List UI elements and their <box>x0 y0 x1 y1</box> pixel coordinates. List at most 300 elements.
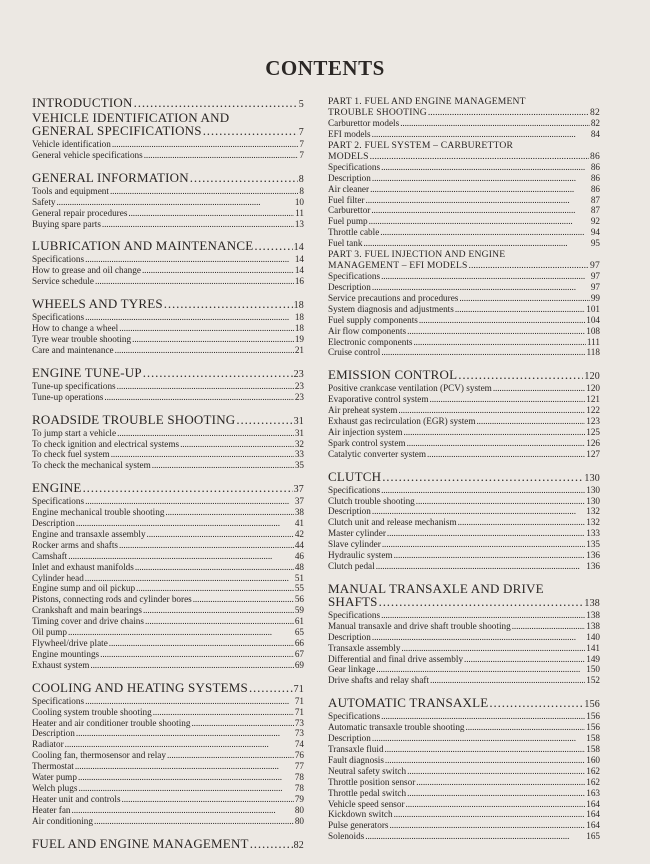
toc-entry-page-number: 71 <box>294 706 304 717</box>
toc-entry <box>32 529 304 540</box>
toc-entry <box>32 616 304 627</box>
toc-entry-page-number: 111 <box>586 336 600 347</box>
toc-entry-label: Buying spare parts <box>32 218 101 229</box>
dot-leader <box>90 660 293 671</box>
toc-entry-page-number: 97 <box>590 281 600 292</box>
dot-leader <box>416 496 585 507</box>
dot-leader <box>76 518 294 529</box>
toc-entry-label: Slave cylinder <box>328 539 381 550</box>
toc-entry <box>328 405 600 416</box>
dot-leader <box>363 238 589 249</box>
toc-entry <box>328 799 600 810</box>
toc-entry-page-number: 46 <box>294 550 304 561</box>
section-heading-page-number: 7 <box>298 127 304 138</box>
dot-leader <box>165 507 293 518</box>
toc-entry <box>328 621 600 632</box>
dot-leader <box>385 744 586 755</box>
toc-entry-label: Fuel tank <box>328 238 363 249</box>
toc-entry <box>328 383 600 394</box>
section-heading-page-number: 23 <box>293 368 304 380</box>
toc-entry <box>328 809 600 820</box>
dot-leader <box>180 439 294 450</box>
dot-leader <box>419 315 585 326</box>
toc-entry-page-number: 74 <box>294 739 304 750</box>
section-heading-page-number: 8 <box>298 173 304 185</box>
dot-leader <box>56 197 293 208</box>
toc-entry <box>328 394 600 405</box>
section-heading-page-number: 82 <box>293 839 304 851</box>
dot-leader <box>85 496 294 507</box>
toc-entry-label: To jump start a vehicle <box>32 427 117 438</box>
toc-entry <box>32 345 304 356</box>
toc-entry-page-number: 162 <box>586 765 600 776</box>
toc-entry-label: Air conditioning <box>32 815 93 826</box>
toc-entry-page-number: 33 <box>294 449 304 460</box>
toc-entry <box>328 506 600 517</box>
toc-entry-label: How to change a wheel <box>32 323 119 334</box>
dot-leader <box>379 595 584 608</box>
dot-leader <box>95 276 294 287</box>
toc-entry <box>328 766 600 777</box>
section-heading-page-number: 97 <box>590 260 600 272</box>
dot-leader <box>136 583 294 594</box>
toc-entry-page-number: 38 <box>294 507 304 518</box>
toc-entry-page-number: 158 <box>586 733 600 744</box>
dot-leader <box>430 394 586 405</box>
dot-leader <box>466 722 586 733</box>
toc-entry-label: Description <box>32 518 75 529</box>
toc-entry-page-number: 77 <box>294 761 304 772</box>
toc-entry-page-number: 55 <box>294 583 304 594</box>
dot-leader <box>190 171 298 184</box>
dot-leader <box>152 460 294 471</box>
toc-entry-label: General vehicle specifications <box>32 149 143 160</box>
section-heading-page-number: 120 <box>584 371 600 383</box>
toc-part <box>328 249 600 358</box>
toc-entry-label: Specifications <box>328 484 381 495</box>
toc-entry-page-number: 73 <box>294 728 304 739</box>
dot-leader <box>254 239 292 252</box>
toc-entry-page-number: 156 <box>586 722 600 733</box>
toc-entry-label: Engine and transaxle assembly <box>32 528 146 539</box>
toc-entry <box>328 449 600 460</box>
toc-entry-page-number: 149 <box>586 653 600 664</box>
section-heading <box>32 366 304 381</box>
dot-leader <box>100 649 294 660</box>
toc-entry-page-number: 108 <box>586 325 600 336</box>
dot-leader <box>407 788 585 799</box>
toc-entry-label: Specifications <box>328 271 381 282</box>
toc-entry-page-number: 162 <box>586 776 600 787</box>
toc-entry <box>328 755 600 766</box>
toc-entry <box>32 323 304 334</box>
toc-entry <box>328 820 600 831</box>
dot-leader <box>381 347 585 358</box>
toc-entry-label: Manual transaxle and drive shaft trouble shooting <box>328 620 511 631</box>
toc-entry-label: Positive crankcase ventilation (PCV) system <box>328 383 492 394</box>
section-heading-page-number: 156 <box>584 699 600 711</box>
toc-section <box>32 481 304 671</box>
dot-leader <box>459 293 589 304</box>
toc-entry <box>328 485 600 496</box>
dot-leader <box>394 550 586 561</box>
dot-leader <box>68 627 294 638</box>
toc-entry-label: Gear linkage <box>328 664 376 675</box>
toc-entry <box>328 610 600 621</box>
dot-leader <box>371 205 589 216</box>
dot-leader <box>134 96 298 109</box>
toc-entry-page-number: 32 <box>294 438 304 449</box>
toc-entry-label: Engine mechanical trouble shooting <box>32 507 165 518</box>
toc-entry <box>328 496 600 507</box>
dot-leader <box>385 755 585 766</box>
toc-entry <box>328 654 600 665</box>
toc-entry-page-number: 16 <box>294 276 304 287</box>
section-heading-line: PART 2. FUEL SYSTEM – CARBURETTOR <box>328 139 514 151</box>
dot-leader <box>102 219 294 230</box>
dot-leader <box>400 118 590 129</box>
toc-entry-page-number: 65 <box>294 627 304 638</box>
dot-leader <box>85 573 294 584</box>
toc-entry-label: Transaxle assembly <box>328 642 401 653</box>
toc-entry <box>32 334 304 345</box>
toc-entry-page-number: 18 <box>294 323 304 334</box>
toc-entry <box>328 227 600 238</box>
dot-leader <box>372 506 585 517</box>
toc-section <box>32 837 304 852</box>
toc-part <box>328 140 600 249</box>
toc-entry-page-number: 21 <box>294 344 304 355</box>
toc-entry-label: Tune-up specifications <box>32 380 116 391</box>
toc-entry-page-number: 86 <box>590 161 600 172</box>
toc-entry-label: Catalytic converter system <box>328 448 426 459</box>
section-heading-page-number: 37 <box>293 484 304 496</box>
toc-entry-page-number: 133 <box>586 528 600 539</box>
toc-entry-label: Hydraulic system <box>328 550 393 561</box>
dot-leader <box>389 820 585 831</box>
section-heading-line: VEHICLE IDENTIFICATION AND <box>32 110 230 125</box>
toc-entry-label: Fuel pump <box>328 216 368 227</box>
toc-entry <box>32 439 304 450</box>
dot-leader <box>85 254 294 265</box>
dot-leader <box>382 470 583 483</box>
section-heading-page-number: 31 <box>293 415 304 427</box>
toc-entry <box>32 707 304 718</box>
toc-entry-page-number: 10 <box>294 196 304 207</box>
toc-entry <box>32 660 304 671</box>
toc-entry-label: Service schedule <box>32 276 94 287</box>
toc-section <box>328 696 600 842</box>
toc-entry-label: Care and maintenance <box>32 344 114 355</box>
dot-leader <box>203 124 298 137</box>
dot-leader <box>191 718 293 729</box>
toc-entry-label: System diagnosis and adjustments <box>328 303 454 314</box>
section-heading-label: WHEELS AND TYRES <box>32 296 163 312</box>
section-heading-page-number: 138 <box>584 597 600 609</box>
dot-leader <box>147 529 294 540</box>
section-heading <box>328 151 600 162</box>
toc-section <box>32 681 304 827</box>
toc-entry-page-number: 138 <box>586 620 600 631</box>
toc-entry <box>32 805 304 816</box>
toc-entry-label: Fuel supply components <box>328 314 418 325</box>
toc-entry <box>32 638 304 649</box>
dot-leader <box>381 162 590 173</box>
toc-entry <box>328 788 600 799</box>
toc-entry-page-number: 126 <box>586 437 600 448</box>
dot-leader <box>164 297 293 310</box>
toc-entry <box>328 173 600 184</box>
section-heading <box>32 124 304 139</box>
toc-entry-label: Pulse generators <box>328 820 389 831</box>
toc-entry <box>32 518 304 529</box>
toc-entry-label: Tools and equipment <box>32 185 109 196</box>
toc-entry-page-number: 23 <box>294 380 304 391</box>
toc-entry-label: Solenoids <box>328 831 365 842</box>
toc-entry <box>32 583 304 594</box>
toc-entry <box>328 347 600 358</box>
toc-entry-label: Throttle cable <box>328 227 380 238</box>
toc-entry-page-number: 163 <box>586 787 600 798</box>
dot-leader <box>78 783 293 794</box>
toc-entry-page-number: 35 <box>294 460 304 471</box>
toc-entry-page-number: 164 <box>586 809 600 820</box>
section-heading-line: MANUAL TRANSAXLE AND DRIVE <box>328 580 544 596</box>
toc-entry-label: Specifications <box>32 254 85 265</box>
toc-entry-page-number: 95 <box>590 238 600 249</box>
section-heading-label: GENERAL SPECIFICATIONS <box>32 123 202 138</box>
dot-leader <box>376 561 586 572</box>
toc-entry-page-number: 130 <box>586 484 600 495</box>
dot-leader <box>193 594 294 605</box>
toc-entry-label: Cooling system trouble shooting <box>32 706 152 717</box>
dot-leader <box>381 271 590 282</box>
dot-leader <box>464 654 585 665</box>
toc-entry <box>32 573 304 584</box>
toc-entry <box>32 750 304 761</box>
toc-entry-page-number: 80 <box>294 815 304 826</box>
section-heading-label: CLUTCH <box>328 468 382 484</box>
toc-entry <box>328 238 600 249</box>
dot-leader <box>428 107 589 118</box>
toc-entry <box>32 594 304 605</box>
toc-entry <box>328 337 600 348</box>
dot-leader <box>109 638 294 649</box>
section-heading-label: FUEL AND ENGINE MANAGEMENT <box>32 835 249 851</box>
toc-entry-page-number: 18 <box>294 312 304 323</box>
toc-entry-page-number: 136 <box>586 561 600 571</box>
toc-entry-page-number: 86 <box>590 172 600 183</box>
toc-entry <box>32 540 304 551</box>
toc-entry <box>328 118 600 129</box>
toc-entry-label: Drive shafts and relay shaft <box>328 675 430 686</box>
toc-entry <box>32 139 304 150</box>
toc-entry <box>328 205 600 216</box>
toc-entry-label: Description <box>328 281 371 292</box>
dot-leader <box>135 562 294 573</box>
dot-leader <box>372 173 590 184</box>
toc-entry <box>328 304 600 315</box>
section-heading-label: ENGINE TUNE-UP <box>32 364 142 380</box>
toc-entry <box>32 276 304 287</box>
toc-entry-label: Heater fan <box>32 804 71 815</box>
section-heading <box>328 107 600 118</box>
dot-leader <box>117 381 294 392</box>
dot-leader <box>430 675 585 686</box>
section-heading <box>328 470 600 485</box>
toc-entry <box>32 496 304 507</box>
dot-leader <box>401 643 585 654</box>
toc-entry-page-number: 135 <box>586 539 600 550</box>
toc-entry <box>328 293 600 304</box>
dot-leader <box>132 334 294 345</box>
toc-entry <box>328 777 600 788</box>
toc-entry-label: Cooling fan, thermosensor and relay <box>32 750 166 761</box>
toc-entry-label: Pistons, connecting rods and cylinder bores <box>32 594 192 605</box>
dot-leader <box>365 831 585 842</box>
toc-entry-page-number: 152 <box>586 675 600 686</box>
toc-entry-page-number: 79 <box>294 793 304 804</box>
dot-leader <box>144 150 299 161</box>
dot-leader <box>381 485 585 496</box>
section-heading-label: GENERAL INFORMATION <box>32 169 189 185</box>
toc-entry-label: Automatic transaxle trouble shooting <box>328 722 465 733</box>
toc-section <box>32 111 304 161</box>
toc-entry-page-number: 99 <box>590 292 600 303</box>
dot-leader <box>72 805 294 816</box>
dot-leader <box>406 799 586 810</box>
dot-leader <box>394 809 586 820</box>
toc-entry <box>32 696 304 707</box>
dot-leader <box>78 772 294 783</box>
toc-entry-page-number: 8 <box>299 185 304 196</box>
toc-entry <box>32 562 304 573</box>
section-heading-line: PART 1. FUEL AND ENGINE MANAGEMENT <box>328 96 526 107</box>
toc-entry-page-number: 48 <box>294 561 304 572</box>
dot-leader <box>372 129 590 140</box>
toc-entry-label: Rocker arms and shafts <box>32 539 118 550</box>
toc-entry-page-number: 121 <box>586 394 600 405</box>
dot-leader <box>493 383 585 394</box>
dot-leader <box>143 605 294 616</box>
toc-entry-page-number: 164 <box>586 820 600 831</box>
toc-entry-page-number: 120 <box>586 383 600 394</box>
toc-entry-page-number: 69 <box>294 659 304 670</box>
section-heading-label: ENGINE <box>32 480 82 496</box>
toc-entry-label: Clutch trouble shooting <box>328 495 415 506</box>
section-heading <box>32 481 304 496</box>
toc-entry <box>32 728 304 739</box>
toc-entry-page-number: 59 <box>294 605 304 616</box>
section-heading-label: SHAFTS <box>328 593 378 609</box>
toc-entry-page-number: 136 <box>586 550 600 561</box>
dot-leader <box>382 539 585 550</box>
toc-entry-page-number: 123 <box>586 416 600 427</box>
toc-entry-page-number: 122 <box>586 405 600 416</box>
dot-leader <box>250 837 293 850</box>
dot-leader <box>85 696 294 707</box>
toc-entry <box>328 129 600 140</box>
section-heading-label: INTRODUCTION <box>32 95 133 110</box>
toc-entry <box>32 428 304 439</box>
dot-leader <box>94 816 294 827</box>
toc-entry-label: Flywheel/drive plate <box>32 638 108 648</box>
section-heading <box>328 260 600 271</box>
section-heading <box>32 413 304 428</box>
dot-leader <box>65 739 294 750</box>
section-heading <box>32 681 304 696</box>
toc-entry-page-number: 42 <box>294 528 304 539</box>
toc-entry <box>328 643 600 654</box>
toc-entry-page-number: 138 <box>586 609 600 620</box>
toc-entry <box>32 816 304 827</box>
toc-entry-label: Specifications <box>328 711 381 722</box>
toc-entry <box>32 186 304 197</box>
dot-leader <box>372 733 585 744</box>
toc-entry <box>328 184 600 195</box>
toc-entry-label: Description <box>32 728 75 739</box>
toc-entry <box>32 449 304 460</box>
toc-entry-page-number: 66 <box>294 638 304 648</box>
dot-leader <box>370 184 590 195</box>
toc-entry-label: Description <box>328 506 371 517</box>
toc-section <box>32 96 304 111</box>
toc-entry <box>32 627 304 638</box>
toc-entry-page-number: 61 <box>294 616 304 627</box>
dot-leader <box>153 707 294 718</box>
dot-leader <box>458 517 586 528</box>
toc-entry-label: Specifications <box>32 695 85 706</box>
dot-leader <box>387 528 585 539</box>
toc-entry-label: Tyre wear trouble shooting <box>32 333 132 344</box>
section-heading-label: COOLING AND HEATING SYSTEMS <box>32 679 248 695</box>
dot-leader <box>512 621 586 632</box>
toc-entry-page-number: 118 <box>586 347 600 358</box>
toc-entry-page-number: 71 <box>294 695 304 706</box>
dot-leader <box>122 794 294 805</box>
toc-entry-page-number: 78 <box>294 782 304 793</box>
toc-entry <box>328 416 600 427</box>
toc-entry-page-number: 158 <box>586 743 600 754</box>
dot-leader <box>458 368 583 381</box>
dot-leader <box>427 449 585 460</box>
toc-entry <box>32 150 304 161</box>
toc-section <box>328 470 600 572</box>
toc-entry-page-number: 37 <box>294 496 304 507</box>
toc-entry <box>328 550 600 561</box>
toc-entry-label: Oil pump <box>32 627 67 638</box>
dot-leader <box>119 323 294 334</box>
toc-entry-page-number: 92 <box>590 216 600 227</box>
section-heading <box>328 368 600 383</box>
toc-entry-label: Master cylinder <box>328 528 386 539</box>
toc-entry-page-number: 104 <box>586 314 600 325</box>
toc-entry-page-number: 132 <box>586 506 600 517</box>
toc-entry-page-number: 14 <box>294 254 304 265</box>
toc-section <box>328 368 600 459</box>
toc-entry-label: How to grease and oil change <box>32 265 141 276</box>
dot-leader <box>111 449 294 460</box>
toc-entry-label: Evaporative control system <box>328 394 429 405</box>
toc-entry-label: Carburettor models <box>328 118 400 128</box>
toc-entry-page-number: 140 <box>586 631 600 642</box>
toc-entry-label: Clutch unit and release mechanism <box>328 517 457 528</box>
toc-entry-page-number: 132 <box>586 517 600 528</box>
section-heading <box>32 96 304 111</box>
dot-leader <box>469 260 589 271</box>
toc-entry <box>328 722 600 733</box>
toc-entry-label: Inlet and exhaust manifolds <box>32 561 134 572</box>
